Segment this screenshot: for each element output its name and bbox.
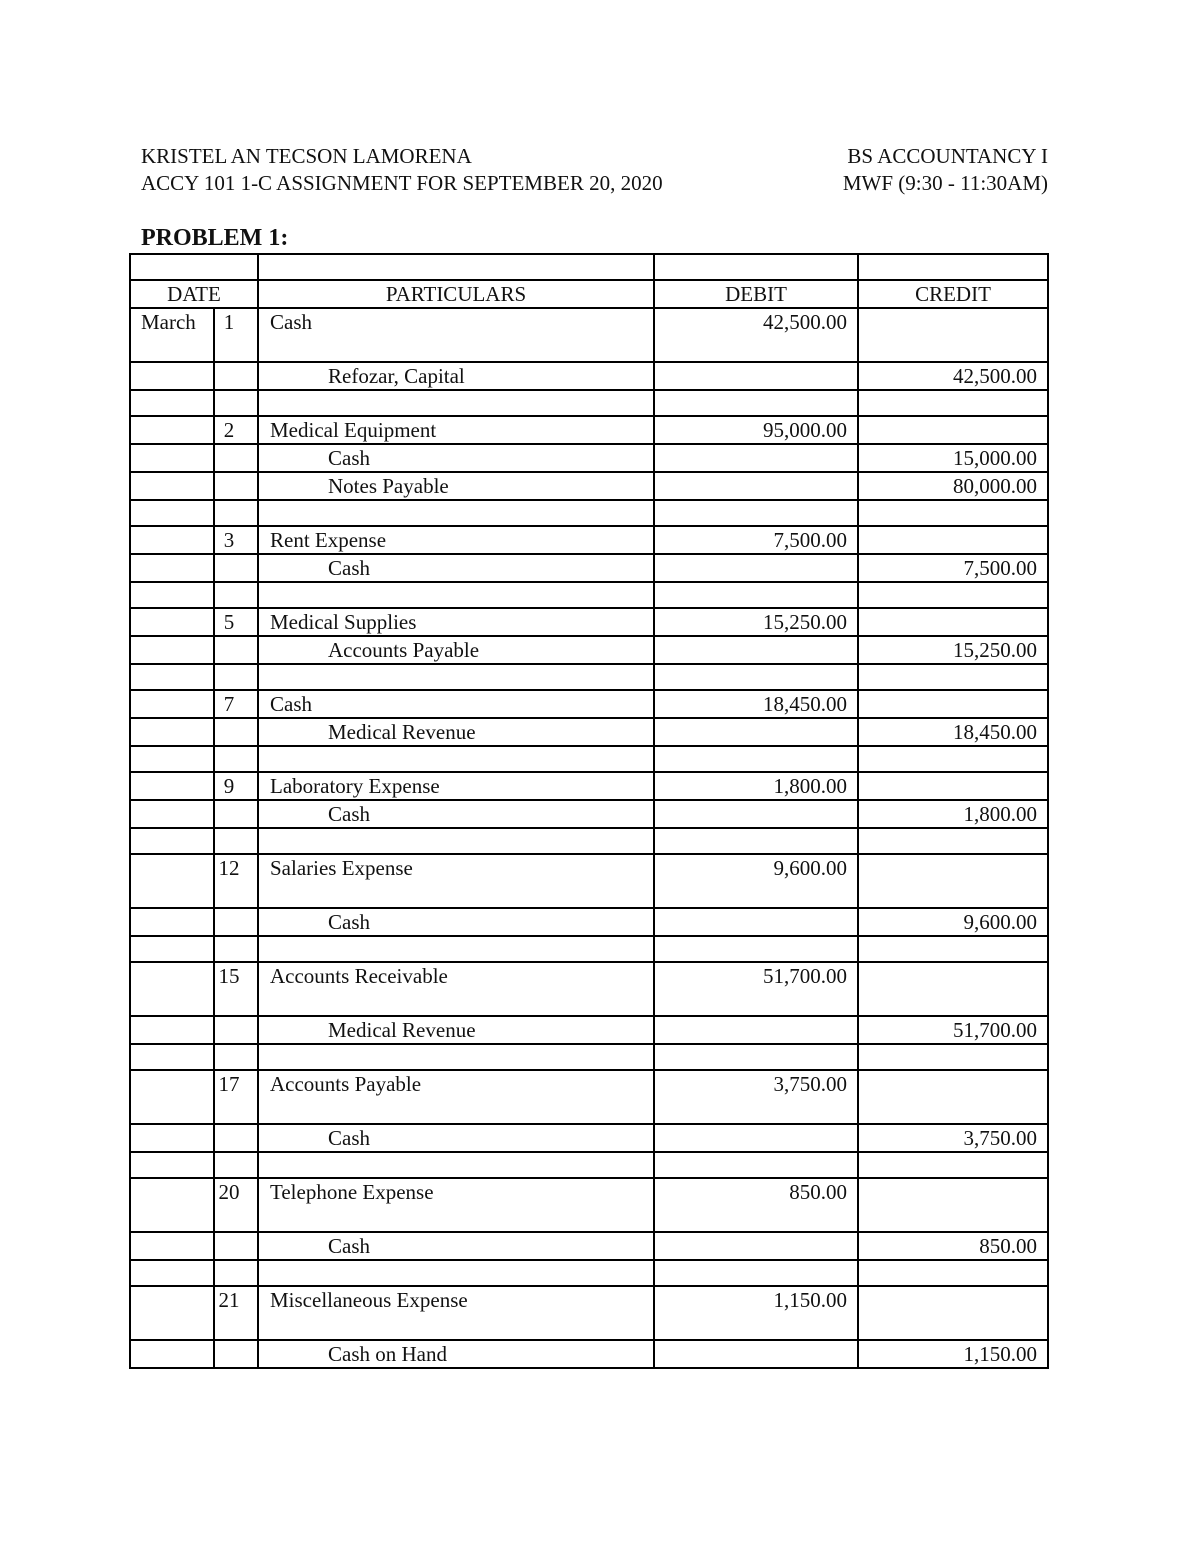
credit-cell [858,1070,1048,1124]
credit-cell [858,608,1048,636]
debit-cell [654,390,858,416]
month-cell [130,772,214,800]
debit-cell [654,1152,858,1178]
day-cell [214,800,258,828]
credit-cell: 1,150.00 [858,1340,1048,1368]
credit-cell: 15,000.00 [858,444,1048,472]
month-cell [130,962,214,1016]
account-cell: Accounts Payable [258,636,654,664]
table-row [130,390,1048,416]
month-cell [130,416,214,444]
month-cell [130,936,214,962]
header-line-2 [141,170,1048,196]
credit-cell [858,1152,1048,1178]
month-cell: March [130,308,214,362]
table-row [130,1340,1048,1368]
credit-cell: 9,600.00 [858,908,1048,936]
table-row [130,936,1048,962]
month-cell [130,1232,214,1260]
account-cell [258,1152,654,1178]
day-cell [214,936,258,962]
day-cell: 21 [214,1286,258,1340]
day-cell [214,664,258,690]
account-cell: Notes Payable [258,472,654,500]
debit-cell [654,746,858,772]
table-row [130,1124,1048,1152]
credit-cell: 1,800.00 [858,800,1048,828]
month-cell [130,1124,214,1152]
table-row [130,308,1048,362]
month-cell [130,1044,214,1070]
credit-cell [858,582,1048,608]
month-cell [130,500,214,526]
debit-cell [654,500,858,526]
day-cell [214,908,258,936]
month-cell [130,472,214,500]
month-cell [130,800,214,828]
credit-cell [858,962,1048,1016]
account-cell: Miscellaneous Expense [258,1286,654,1340]
day-cell [214,1340,258,1368]
month-cell [130,526,214,554]
day-cell: 17 [214,1070,258,1124]
account-cell: Telephone Expense [258,1178,654,1232]
header-line-1 [141,143,1048,169]
table-row [130,1178,1048,1232]
debit-cell: 9,600.00 [654,854,858,908]
day-cell [214,1016,258,1044]
credit-cell: 80,000.00 [858,472,1048,500]
table-row [130,1232,1048,1260]
table-row [130,500,1048,526]
debit-cell [654,1016,858,1044]
table-row [130,690,1048,718]
table-row [130,1260,1048,1286]
table-row [130,608,1048,636]
day-cell [214,828,258,854]
table-row [130,362,1048,390]
particulars-header: PARTICULARS [258,280,654,308]
day-cell [214,582,258,608]
account-cell: Cash [258,690,654,718]
day-cell [214,362,258,390]
day-cell: 9 [214,772,258,800]
credit-cell [858,390,1048,416]
month-cell [130,1016,214,1044]
debit-cell [654,554,858,582]
journal-table [129,253,1049,1369]
account-cell [258,746,654,772]
class-schedule: MWF (9:30 - 11:30AM) [842,171,1048,195]
account-cell [258,500,654,526]
day-cell [214,1044,258,1070]
day-cell [214,718,258,746]
day-cell: 12 [214,854,258,908]
blank-top-row [130,254,1048,280]
day-cell: 1 [214,308,258,362]
table-row [130,828,1048,854]
table-row [130,664,1048,690]
table-row [130,1286,1048,1340]
debit-cell: 3,750.00 [654,1070,858,1124]
day-cell [214,444,258,472]
month-cell [130,636,214,664]
table-row [130,908,1048,936]
account-cell: Cash [258,554,654,582]
credit-cell [858,828,1048,854]
table-row [130,772,1048,800]
credit-cell [858,526,1048,554]
credit-header: CREDIT [858,280,1048,308]
account-cell [258,1044,654,1070]
month-cell [130,746,214,772]
table-row [130,854,1048,908]
day-cell [214,1152,258,1178]
debit-cell [654,908,858,936]
day-cell [214,636,258,664]
account-cell: Medical Revenue [258,718,654,746]
debit-cell [654,1260,858,1286]
account-cell [258,936,654,962]
day-cell: 5 [214,608,258,636]
debit-cell: 1,150.00 [654,1286,858,1340]
debit-cell [654,362,858,390]
debit-cell [654,582,858,608]
credit-cell [858,936,1048,962]
blank-cell [654,254,858,280]
credit-cell [858,772,1048,800]
month-cell [130,690,214,718]
table-row [130,582,1048,608]
month-cell [130,1070,214,1124]
blank-cell [858,254,1048,280]
debit-cell [654,800,858,828]
table-row [130,800,1048,828]
table-row [130,1016,1048,1044]
debit-cell [654,444,858,472]
table-row [130,416,1048,444]
credit-cell [858,500,1048,526]
credit-cell [858,1286,1048,1340]
debit-cell [654,664,858,690]
account-cell: Cash [258,308,654,362]
account-cell: Medical Revenue [258,1016,654,1044]
month-cell [130,608,214,636]
credit-cell [858,1260,1048,1286]
debit-cell [654,1340,858,1368]
table-row [130,1152,1048,1178]
day-cell [214,746,258,772]
account-cell: Laboratory Expense [258,772,654,800]
account-cell: Medical Equipment [258,416,654,444]
day-cell [214,1124,258,1152]
debit-cell [654,718,858,746]
month-cell [130,390,214,416]
credit-cell [858,416,1048,444]
account-cell: Refozar, Capital [258,362,654,390]
credit-cell: 850.00 [858,1232,1048,1260]
credit-cell [858,308,1048,362]
debit-cell [654,636,858,664]
day-cell [214,1260,258,1286]
account-cell: Medical Supplies [258,608,654,636]
account-cell: Salaries Expense [258,854,654,908]
credit-cell [858,746,1048,772]
debit-cell: 95,000.00 [654,416,858,444]
month-cell [130,718,214,746]
day-cell [214,390,258,416]
month-cell [130,854,214,908]
assignment-title: ACCY 101 1-C ASSIGNMENT FOR SEPTEMBER 20, 2020 [141,171,663,195]
debit-cell [654,1232,858,1260]
month-cell [130,1152,214,1178]
month-cell [130,1340,214,1368]
table-row [130,554,1048,582]
account-cell: Rent Expense [258,526,654,554]
month-cell [130,582,214,608]
credit-cell: 51,700.00 [858,1016,1048,1044]
debit-cell [654,472,858,500]
table-row [130,746,1048,772]
table-row [130,962,1048,1016]
debit-cell [654,1044,858,1070]
day-cell: 2 [214,416,258,444]
problem-title: PROBLEM 1: [141,225,289,251]
table-row [130,1044,1048,1070]
debit-cell: 51,700.00 [654,962,858,1016]
debit-cell: 1,800.00 [654,772,858,800]
day-cell [214,554,258,582]
account-cell [258,390,654,416]
month-cell [130,664,214,690]
account-cell: Accounts Payable [258,1070,654,1124]
day-cell: 15 [214,962,258,1016]
table-row [130,718,1048,746]
credit-cell: 42,500.00 [858,362,1048,390]
debit-cell: 7,500.00 [654,526,858,554]
day-cell [214,500,258,526]
journal-body [130,254,1048,1368]
debit-cell: 42,500.00 [654,308,858,362]
month-cell [130,362,214,390]
credit-cell [858,854,1048,908]
account-cell: Accounts Receivable [258,962,654,1016]
debit-header: DEBIT [654,280,858,308]
table-row [130,526,1048,554]
credit-cell: 3,750.00 [858,1124,1048,1152]
debit-cell: 15,250.00 [654,608,858,636]
day-cell [214,472,258,500]
day-cell [214,1232,258,1260]
month-cell [130,828,214,854]
account-cell [258,582,654,608]
debit-cell [654,828,858,854]
account-cell: Cash [258,800,654,828]
month-cell [130,1286,214,1340]
account-cell [258,664,654,690]
month-cell [130,908,214,936]
table-row [130,636,1048,664]
debit-cell: 18,450.00 [654,690,858,718]
table-row [130,1070,1048,1124]
date-header: DATE [130,280,258,308]
account-cell: Cash [258,444,654,472]
credit-cell [858,690,1048,718]
credit-cell [858,664,1048,690]
debit-cell [654,1124,858,1152]
month-cell [130,444,214,472]
debit-cell: 850.00 [654,1178,858,1232]
program: BS ACCOUNTANCY I [847,144,1048,168]
day-cell: 3 [214,526,258,554]
account-cell: Cash [258,1124,654,1152]
month-cell [130,554,214,582]
debit-cell [654,936,858,962]
credit-cell: 15,250.00 [858,636,1048,664]
credit-cell [858,1178,1048,1232]
blank-cell [258,254,654,280]
table-row [130,472,1048,500]
account-cell: Cash [258,908,654,936]
month-cell [130,1178,214,1232]
student-name: KRISTEL AN TECSON LAMORENA [141,144,472,168]
credit-cell: 7,500.00 [858,554,1048,582]
credit-cell: 18,450.00 [858,718,1048,746]
day-cell: 7 [214,690,258,718]
blank-cell [130,254,258,280]
day-cell: 20 [214,1178,258,1232]
account-cell [258,1260,654,1286]
month-cell [130,1260,214,1286]
header-row [130,280,1048,308]
table-row [130,444,1048,472]
credit-cell [858,1044,1048,1070]
account-cell: Cash on Hand [258,1340,654,1368]
account-cell [258,828,654,854]
account-cell: Cash [258,1232,654,1260]
